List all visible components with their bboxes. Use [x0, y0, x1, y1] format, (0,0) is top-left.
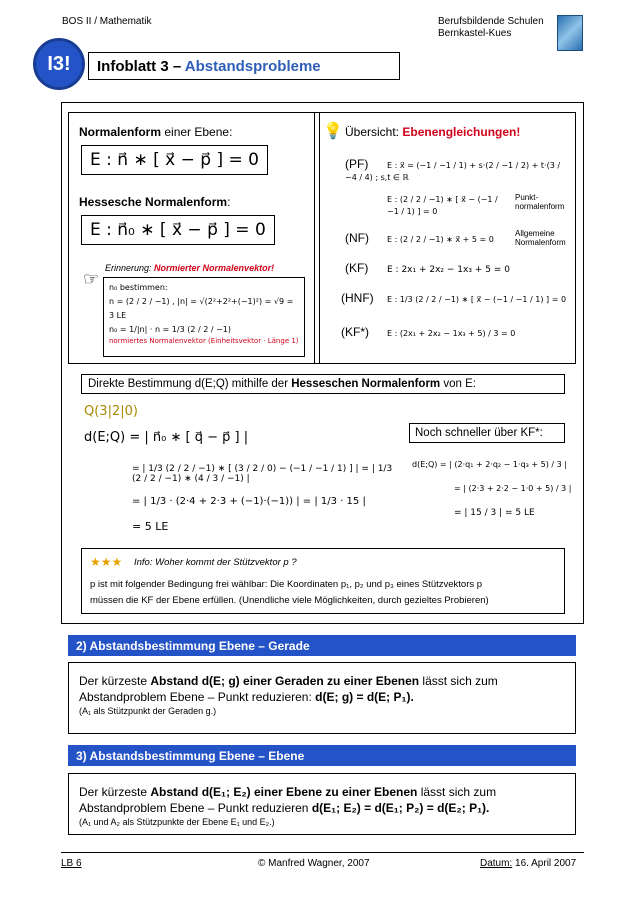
note-line-3: n₀ = 1/|n| · n = 1/3 (2 / 2 / −1)	[109, 325, 231, 334]
eq-row-pf	[345, 157, 573, 183]
badge-icon	[33, 38, 85, 90]
overview-panel	[314, 112, 576, 364]
s2-t1c: lässt sich zum	[419, 674, 498, 688]
eq-row-kfstar	[341, 325, 571, 339]
eq-row-label: (HNF)	[341, 291, 374, 305]
eq-row-pnf	[387, 193, 511, 217]
eq-row-formula: E : 2x₁ + 2x₂ − 1x₃ + 5 = 0	[387, 265, 510, 275]
section-3-box	[68, 773, 576, 835]
hesse-label	[79, 195, 230, 209]
info-text-2: müssen die KF der Ebene erfüllen. (Unendliche viele Möglichkeiten, durch gezieltes Probieren)	[90, 595, 489, 606]
s3-t1: Der kürzeste	[79, 785, 151, 799]
reminder-note	[103, 277, 305, 357]
overview-title	[345, 125, 520, 139]
calc-line-2: = | 1/3 (2 / 2 / −1) ∗ [ (3 / 2 / 0) − (−1 / −1 / 1) ] | = | 1/3 (2 / 2 / −1) ∗ (4 / 3 / −1) |	[132, 464, 393, 484]
normal-form-bold: Normalenform	[79, 125, 162, 139]
reminder-red: Normierter Normalenvektor!	[154, 263, 275, 273]
eq-row-formula: E : 1/3 (2 / 2 / −1) ∗ [ x⃗ − (−1 / −1 / 1) ] = 0	[387, 295, 567, 304]
section-3-line-2	[79, 800, 565, 816]
school-line-1: Berufsbildende Schulen	[438, 16, 544, 27]
kf-line-1: d(E;Q) = | (2·q₁ + 2·q₂ − 1·q₃ + 5) / 3 |	[412, 460, 567, 469]
section-3-line-1	[79, 784, 565, 800]
footer-date-value: 16. April 2007	[512, 858, 577, 869]
eq-row-formula: E : (2x₁ + 2x₂ − 1x₃ + 5) / 3 = 0	[387, 329, 516, 338]
point-q: Q(3|2|0)	[84, 404, 138, 419]
eq-row-formula: E : (2 / 2 / −1) ∗ x⃗ + 5 = 0	[387, 235, 494, 244]
s3-t1b: Abstand d(E₁; E₂) einer Ebene zu einer Ebenen	[150, 785, 418, 799]
calc-line-1: d(E;Q) = | n⃗₀ ∗ [ q⃗ − p⃗ ] |	[84, 430, 249, 445]
s2-t1b: Abstand d(E; g) einer Geraden zu einer Ebenen	[150, 674, 420, 688]
calc-line-3: = | 1/3 · (2·4 + 2·3 + (−1)·(−1)) | = | 1/3 · 15 |	[132, 496, 366, 507]
footer-center: © Manfred Wagner, 2007	[258, 858, 370, 869]
eq-row-label: (KF)	[345, 261, 369, 275]
badge-label: I3!	[47, 52, 71, 75]
normal-form-equation: E : n⃗ ∗ [ x⃗ − p⃗ ] = 0	[81, 145, 268, 175]
calc-line-4: = 5 LE	[132, 520, 169, 533]
direct-heading-pre: Direkte Bestimmung d(E;Q) mithilfe der	[88, 378, 292, 390]
eq-row-formula: E : (2 / 2 / −1) ∗ [ x⃗ − (−1 / −1 / 1) ] = 0	[387, 195, 498, 216]
note-line-2: n = (2 / 2 / −1) , |n| = √(2²+2²+(−1)²) = √9 = 3 LE	[109, 297, 294, 320]
kf-line-3: = | 15 / 3 | = 5 LE	[454, 508, 535, 518]
info-box	[81, 548, 565, 614]
section-2-line-2	[79, 689, 565, 705]
page-title	[88, 52, 400, 80]
school-logo-icon	[557, 15, 583, 51]
school-line-2: Bernkastel-Kues	[438, 28, 512, 39]
eq-row-note: Allgemeine Normalenform	[515, 229, 566, 247]
lightbulb-icon: 💡	[323, 123, 343, 140]
footer-right	[480, 858, 576, 869]
footer-left: LB 6	[61, 858, 82, 869]
eq-row-nf	[345, 231, 513, 245]
normal-form-label	[79, 125, 232, 139]
kf-line-2: = | (2·3 + 2·2 − 1·0 + 5) / 3 |	[454, 484, 572, 493]
overview-title-prefix: Übersicht:	[345, 125, 403, 139]
section-2-line-3: (A₁ als Stützpunkt der Geraden g.)	[79, 706, 217, 716]
stars-icon: ★★★	[90, 555, 123, 569]
faster-label: Noch schneller über KF*:	[409, 423, 565, 443]
s2-t1: Der kürzeste	[79, 674, 151, 688]
section-3-bar: 3) Abstandsbestimmung Ebene – Ebene	[68, 745, 576, 766]
info-text-1: p ist mit folgender Bedingung frei wählbar: Die Koordinaten p₁, p₂ und p₃ eines Stützvektors p	[90, 579, 483, 590]
hand-icon: ☞	[83, 269, 100, 289]
eq-row-label: (KF*)	[341, 325, 369, 339]
direct-heading-post: von E:	[440, 378, 476, 390]
hesse-colon: :	[227, 195, 231, 209]
reminder-label	[105, 263, 274, 273]
normal-form-panel	[68, 112, 320, 364]
eq-row-note: Punkt-normalenform	[515, 193, 565, 211]
s2-t2b: d(E; g) = d(E; P₁).	[315, 690, 414, 704]
course-label: BOS II / Mathematik	[62, 16, 152, 27]
direct-heading	[81, 374, 565, 394]
footer-date-label: Datum:	[480, 858, 513, 869]
s2-t2: Abstandproblem Ebene – Punkt reduzieren:	[79, 690, 316, 704]
footer-rule	[61, 852, 584, 853]
page-title-topic: Abstandsprobleme	[184, 58, 321, 75]
section-2-line-1	[79, 673, 565, 689]
eq-row-formula: E : x⃗ = (−1 / −1 / 1) + s·(2 / −1 / 2) + t·(3 / −4 / 4) ; s,t ∈ ℝ	[345, 161, 561, 182]
direct-heading-bold: Hesseschen Normalenform	[291, 378, 441, 390]
reminder-prefix: Erinnerung:	[105, 263, 155, 273]
eq-row-label: (NF)	[345, 231, 369, 245]
info-title: Info: Woher kommt der Stützvektor p ?	[134, 557, 297, 568]
hesse-bold: Hessesche Normalenform	[79, 195, 228, 209]
section-3-line-3: (A₁ und A₂ als Stützpunkte der Ebene E₁ und E₂.)	[79, 817, 275, 827]
section-2-bar: 2) Abstandsbestimmung Ebene – Gerade	[68, 635, 576, 656]
overview-title-red: Ebenengleichungen!	[402, 125, 521, 139]
note-comment: normiertes Normalenvektor (Einheitsvektor · Länge 1)	[109, 337, 299, 345]
school-name	[438, 16, 544, 40]
eq-row-kf	[345, 261, 573, 275]
page-title-prefix: Infoblatt 3 –	[97, 58, 185, 75]
normal-form-rest: einer Ebene:	[161, 125, 233, 139]
note-line-1: n₀ bestimmen:	[109, 283, 168, 292]
eq-row-label: (PF)	[345, 157, 369, 171]
hesse-equation: E : n⃗₀ ∗ [ x⃗ − p⃗ ] = 0	[81, 215, 275, 245]
section-2-box	[68, 662, 576, 734]
s3-t1c: lässt sich zum	[417, 785, 497, 799]
eq-row-hnf	[341, 291, 571, 305]
s3-t2: Abstandproblem Ebene – Punkt reduzieren	[79, 801, 312, 815]
s3-t2b: d(E₁; E₂) = d(E₁; P₂) = d(E₂; P₁).	[311, 801, 490, 815]
